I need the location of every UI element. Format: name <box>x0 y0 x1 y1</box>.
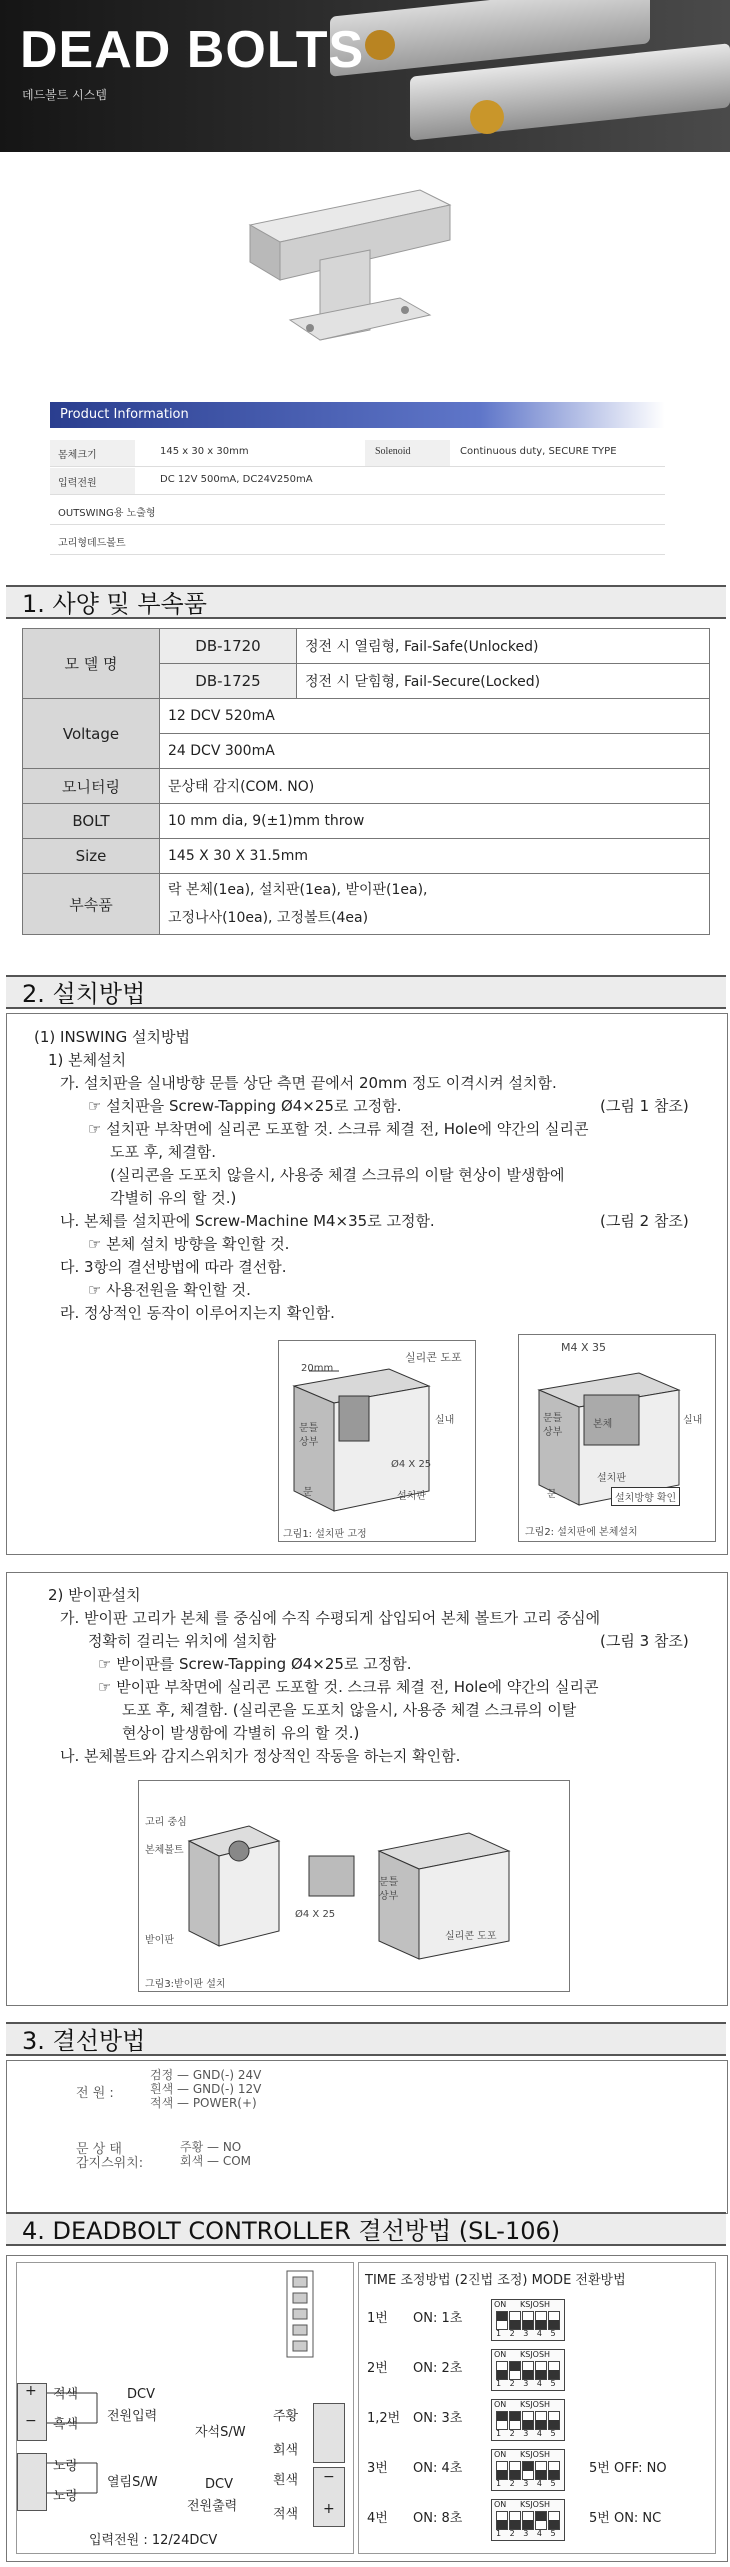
dip-switch <box>496 2461 508 2480</box>
wiring-box <box>6 2060 728 2214</box>
wire-line: 주황 — NO <box>180 2140 242 2154</box>
dip-switch-knob <box>497 2312 507 2321</box>
section-title-controller: 4. DEADBOLT CONTROLLER 결선방법 (SL-106) <box>6 2212 726 2246</box>
sensor-wires <box>180 2140 251 2168</box>
product-info-row <box>50 440 665 467</box>
sensor-label: 문 상 태 <box>76 2142 122 2157</box>
cell-monitor-label: 모니터링 <box>23 769 160 804</box>
cell-size-label: Size <box>23 839 160 874</box>
text-line: 1) 본체설치 <box>48 1051 127 1069</box>
label-screw: M4 X 35 <box>561 1341 607 1354</box>
dip-switch <box>548 2511 560 2530</box>
dip-row-number: 2번 <box>367 2361 388 2376</box>
text-line: 가. 받이판 고리가 본체 를 중심에 수직 수평되게 삽입되어 본체 볼트가 고리 중심에 <box>60 1609 601 1627</box>
dip-switch-knob <box>536 2470 546 2479</box>
cell-size: 145 X 30 X 31.5mm <box>160 839 710 874</box>
dip-switch-knob <box>549 2320 559 2329</box>
wire-label: 적색 <box>273 2507 299 2522</box>
figure-2-drawing <box>519 1335 715 1541</box>
dip-brand-label: KSJOSH <box>520 2500 551 2509</box>
dip-switch <box>509 2411 521 2430</box>
dip-switch-block <box>491 2499 565 2541</box>
label-silicone: 실리콘 도포 <box>445 1931 497 1942</box>
wire-label: 노랑 <box>53 2489 79 2504</box>
dip-switch <box>535 2511 547 2530</box>
controller-diagram <box>16 2262 354 2554</box>
spec-table <box>22 628 710 935</box>
dip-switch-knob <box>523 2320 533 2329</box>
spec-value: DC 12V 500mA, DC24V250mA <box>160 474 313 485</box>
dip-brand-label: KSJOSH <box>520 2400 551 2409</box>
spec-key: 몸체크기 <box>58 450 97 461</box>
dip-row-value: ON: 4초 <box>413 2461 463 2476</box>
figure-1 <box>278 1340 476 1542</box>
dip-switch-knob <box>497 2412 507 2421</box>
terminal-minus: − <box>25 2413 37 2429</box>
cell-model-desc: 정전 시 열림형, Fail-Safe(Unlocked) <box>297 629 710 664</box>
dip-switch-knob <box>536 2420 546 2429</box>
cell-model-label: 모 델 명 <box>23 629 160 699</box>
text-line: (1) INSWING 설치방법 <box>34 1028 191 1046</box>
dip-switch-knob <box>536 2370 546 2379</box>
text-line: ☞ 설치판 부착면에 실리콘 도포할 것. 스크류 체결 전, Hole에 약간의 실리콘 <box>88 1120 589 1138</box>
product-info-row <box>50 528 665 555</box>
label-plate: 설치판 <box>597 1473 626 1484</box>
time-adjust-panel <box>358 2262 716 2554</box>
label-screw: Ø4 X 25 <box>295 1909 336 1920</box>
dip-switch-knob <box>510 2470 520 2479</box>
spec-note: 고리형데드볼트 <box>58 538 126 549</box>
terminal-plus: + <box>25 2383 37 2399</box>
product-info-header: Product Information <box>50 402 665 428</box>
text-line: 도포 후, 체결함. <box>110 1143 217 1161</box>
wire-line: 검정 — GND(-) 24V <box>150 2068 262 2082</box>
dcv-output-label: DCV <box>205 2477 233 2492</box>
text-line: ☞ 받이판를 Screw-Tapping Ø4×25로 고정함. <box>98 1655 412 1673</box>
dip-switch <box>496 2311 508 2330</box>
section-title-wiring: 3. 결선방법 <box>6 2022 726 2056</box>
spec-key: Solenoid <box>375 446 411 457</box>
text-line: 나. 본체볼트와 감지스위치가 정상적인 작동을 하는지 확인함. <box>60 1747 461 1765</box>
dip-numbers: 1 2 3 4 5 <box>496 2429 559 2438</box>
text-line: 도포 후, 체결함. (실리콘을 도포치 않을시, 사용중 체결 스크류의 이탈 <box>122 1701 577 1719</box>
time-adjust-title: TIME 조정방법 (2진법 조정) MODE 전환방법 <box>365 2273 626 2288</box>
cell-voltage-label: Voltage <box>23 699 160 769</box>
header-banner <box>0 0 730 152</box>
dip-switch-knob <box>536 2512 546 2521</box>
dip-switch-knob <box>523 2520 533 2529</box>
wire-label: 흑색 <box>53 2417 79 2432</box>
dip-switch <box>509 2311 521 2330</box>
cell-model: DB-1720 <box>160 629 297 664</box>
dip-brand-label: KSJOSH <box>520 2350 551 2359</box>
dip-numbers: 1 2 3 4 5 <box>496 2529 559 2538</box>
dip-row-value: ON: 8초 <box>413 2511 463 2526</box>
text-line: (그림 1 참조) <box>600 1097 689 1115</box>
magnet-switch-label: 자석S/W <box>195 2425 246 2440</box>
dip-on-label: ON <box>494 2400 507 2409</box>
text-line: ☞ 사용전원을 확인할 것. <box>88 1281 251 1299</box>
label-top: 상부 <box>379 1891 399 1902</box>
dcv-input-label: DCV <box>127 2387 155 2402</box>
label-plate: 받이판 <box>145 1935 174 1946</box>
open-switch-label: 열림S/W <box>107 2475 158 2490</box>
label-indoor: 실내 <box>435 1415 455 1426</box>
cell-bolt: 10 mm dia, 9(±1)mm throw <box>160 804 710 839</box>
cell-model-desc: 정전 시 닫힘형, Fail-Secure(Locked) <box>297 664 710 699</box>
label-door: 문틀 <box>379 1877 399 1888</box>
dip-switch <box>496 2511 508 2530</box>
dip-switch <box>548 2361 560 2380</box>
dip-switch-knob <box>497 2370 507 2379</box>
wire-line: 회색 — COM <box>180 2154 251 2168</box>
label-body: 본체 <box>593 1419 613 1430</box>
deadbolt-product-photo <box>230 170 470 370</box>
figure-caption: 그림2: 설치판에 본체설치 <box>525 1527 638 1538</box>
dip-switch <box>509 2461 521 2480</box>
section-title-install: 2. 설치방법 <box>6 975 726 1009</box>
dip-switch <box>535 2311 547 2330</box>
cell-model: DB-1725 <box>160 664 297 699</box>
dip-switch-knob <box>510 2362 520 2371</box>
dip-on-label: ON <box>494 2300 507 2309</box>
dip-switch <box>509 2361 521 2380</box>
wire-label: 주황 <box>273 2409 299 2424</box>
wire-label: 회색 <box>273 2443 299 2458</box>
cell-monitor: 문상태 감지(COM. NO) <box>160 769 710 804</box>
page-subtitle: 데드볼트 시스템 <box>22 88 107 102</box>
dcv-output-label: 전원출력 <box>187 2499 238 2514</box>
dip-switch-knob <box>549 2370 559 2379</box>
dip-row-number: 4번 <box>367 2511 388 2526</box>
dip-switch-block <box>491 2299 565 2341</box>
dip-switch-knob <box>497 2520 507 2529</box>
label-dim: 20mm <box>301 1363 334 1374</box>
power-label: 전 원 : <box>76 2086 114 2101</box>
dip-row-number: 1번 <box>367 2311 388 2326</box>
figure-3 <box>138 1780 570 1992</box>
text-line: 각별히 유의 할 것.) <box>110 1189 237 1207</box>
sensor-magnet-icon <box>365 30 395 60</box>
text-line: 라. 정상적인 동작이 이루어지는지 확인함. <box>60 1304 335 1322</box>
dip-numbers: 1 2 3 4 5 <box>496 2329 559 2338</box>
dip-on-label: ON <box>494 2450 507 2459</box>
dip-brand-label: KSJOSH <box>520 2450 551 2459</box>
section-title-specs: 1. 사양 및 부속품 <box>6 585 726 619</box>
text-line: ☞ 받이판 부착면에 실리콘 도포할 것. 스크류 체결 전, Hole에 약간의 실리콘 <box>98 1678 599 1696</box>
product-info-row <box>50 498 665 525</box>
figure-2 <box>518 1334 716 1542</box>
wire-line: 적색 — POWER(+) <box>150 2096 257 2110</box>
label-door: 문틀 <box>299 1423 319 1434</box>
power-wires <box>150 2068 261 2110</box>
label-top: 상부 <box>299 1437 319 1448</box>
dip-row-value: ON: 1초 <box>413 2311 463 2326</box>
mode-value: 5번 OFF: NO <box>589 2461 667 2476</box>
sensor-label: 감지스위치: <box>76 2156 144 2171</box>
spec-value: 145 x 30 x 30mm <box>160 446 249 457</box>
label-check: 설치방향 확인 <box>611 1487 680 1506</box>
text-line: (그림 3 참조) <box>600 1632 689 1650</box>
mode-value: 5번 ON: NC <box>589 2511 662 2526</box>
wire-line: 흰색 — GND(-) 12V <box>150 2082 262 2096</box>
cell-voltage: 12 DCV 520mA <box>160 699 710 734</box>
dip-switch <box>522 2511 534 2530</box>
text-line: 나. 본체를 설치판에 Screw-Machine M4×35로 고정함. <box>60 1212 435 1230</box>
dip-switch-block <box>491 2399 565 2441</box>
dip-switch <box>535 2461 547 2480</box>
dip-switch-knob <box>510 2320 520 2329</box>
dip-switch <box>522 2411 534 2430</box>
dip-switch <box>535 2411 547 2430</box>
dip-row-number: 3번 <box>367 2461 388 2476</box>
cell-acc: 락 본체(1ea), 설치판(1ea), 받이판(1ea), <box>168 882 428 898</box>
input-power-label: 입력전원 : 12/24DCV <box>89 2533 218 2548</box>
text-line: ☞ 설치판을 Screw-Tapping Ø4×25로 고정함. <box>88 1097 402 1115</box>
dip-switch-knob <box>523 2420 533 2429</box>
figure-caption: 그림1: 설치판 고정 <box>283 1529 367 1540</box>
dip-switch-knob <box>549 2470 559 2479</box>
dip-switch-knob <box>549 2520 559 2529</box>
dip-switch-block <box>491 2349 565 2391</box>
dip-switch-knob <box>510 2520 520 2529</box>
label-ring: 고리 중심 <box>145 1817 187 1828</box>
product-info-row <box>50 468 665 495</box>
cell-bolt-label: BOLT <box>23 804 160 839</box>
cell-voltage: 24 DCV 300mA <box>160 734 710 769</box>
text-line: ☞ 본체 설치 방향을 확인할 것. <box>88 1235 290 1253</box>
text-line: 가. 설치판을 실내방향 문틀 상단 측면 끝에서 20mm 정도 이격시켜 설치함. <box>60 1074 557 1092</box>
wire-label: 적색 <box>53 2387 79 2402</box>
label-door2: 문 <box>547 1489 557 1500</box>
dip-switch <box>496 2411 508 2430</box>
sensor-magnet-icon <box>470 100 504 134</box>
dip-switch-knob <box>510 2412 520 2421</box>
terminal-minus: − <box>323 2469 335 2485</box>
wire-label: 흰색 <box>273 2473 299 2488</box>
dip-switch <box>496 2361 508 2380</box>
dip-switch <box>535 2361 547 2380</box>
label-silicone: 실리콘 도포 <box>405 1351 462 1364</box>
label-top: 상부 <box>543 1427 563 1438</box>
dip-switch-block <box>491 2449 565 2491</box>
spec-value: Continuous duty, SECURE TYPE <box>460 446 617 457</box>
label-door2: 문 <box>303 1487 313 1498</box>
dip-switch <box>522 2361 534 2380</box>
controller-wiring-lines <box>17 2263 353 2553</box>
dip-switch <box>548 2461 560 2480</box>
text-line: 다. 3항의 결선방법에 따라 결선함. <box>60 1258 287 1276</box>
dip-switch <box>509 2511 521 2530</box>
dip-on-label: ON <box>494 2350 507 2359</box>
dip-switch <box>548 2411 560 2430</box>
cell-acc-label: 부속품 <box>23 874 160 935</box>
cell-acc: 고정나사(10ea), 고정볼트(4ea) <box>168 910 369 926</box>
dip-switch-knob <box>497 2470 507 2479</box>
text-line: (실리콘을 도포치 않을시, 사용중 체결 스크류의 이탈 현상이 발생함에 <box>110 1166 565 1184</box>
text-line: 정확히 걸리는 위치에 설치함 <box>88 1632 277 1650</box>
figure-3-drawing <box>139 1781 569 1991</box>
dip-switch <box>522 2461 534 2480</box>
wire-label: 노랑 <box>53 2459 79 2474</box>
dip-switch-knob <box>523 2370 533 2379</box>
spec-key: 입력전원 <box>58 478 97 489</box>
dip-row-value: ON: 3초 <box>413 2411 463 2426</box>
dip-switch <box>522 2311 534 2330</box>
label-door: 문틀 <box>543 1413 563 1424</box>
label-plate: 설치판 <box>397 1491 426 1502</box>
dip-brand-label: KSJOSH <box>520 2300 551 2309</box>
spec-note: OUTSWING용 노출형 <box>58 508 156 519</box>
text-line: 2) 받이판설치 <box>48 1586 141 1604</box>
dip-switch-knob <box>536 2320 546 2329</box>
text-line: (그림 2 참조) <box>600 1212 689 1230</box>
dip-switch-knob <box>523 2462 533 2471</box>
dip-numbers: 1 2 3 4 5 <box>496 2379 559 2388</box>
text-line: 현상이 발생함에 각별히 유의 할 것.) <box>122 1724 360 1742</box>
dip-row-value: ON: 2초 <box>413 2361 463 2376</box>
label-screw: Ø4 X 25 <box>391 1459 432 1470</box>
dip-numbers: 1 2 3 4 5 <box>496 2479 559 2488</box>
dcv-input-label: 전원입력 <box>107 2409 158 2424</box>
dip-switch <box>548 2311 560 2330</box>
dip-row-number: 1,2번 <box>367 2411 401 2426</box>
label-bolt: 본체볼트 <box>145 1845 184 1856</box>
dip-switch-knob <box>549 2420 559 2429</box>
page-title: DEAD BOLTS <box>20 21 365 79</box>
figure-caption: 그림3:받이판 설치 <box>145 1979 226 1990</box>
dip-on-label: ON <box>494 2500 507 2509</box>
label-indoor: 실내 <box>683 1415 703 1426</box>
terminal-plus: + <box>323 2501 335 2517</box>
